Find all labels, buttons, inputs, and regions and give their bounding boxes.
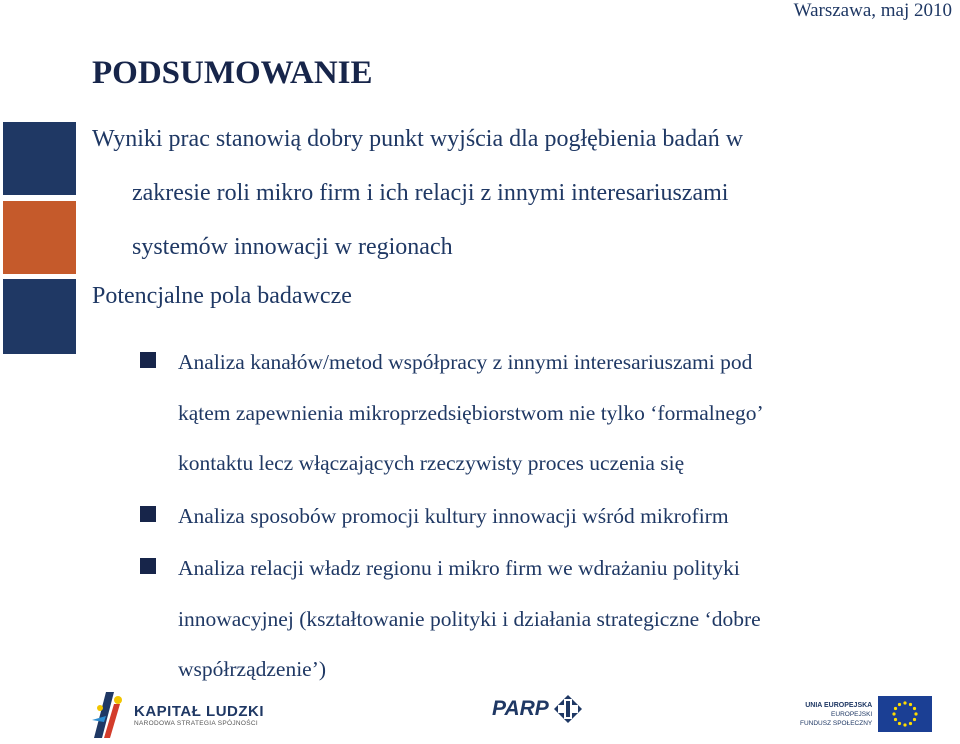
bullet-item bbox=[140, 543, 920, 695]
eu-logo bbox=[800, 696, 932, 732]
square-bullet-icon bbox=[140, 506, 156, 522]
page-title: PODSUMOWANIE bbox=[92, 55, 373, 91]
bullet-1-line-3: kontaktu lecz włączających rzeczywisty proces uczenia się bbox=[178, 451, 685, 475]
bullet-3-line-1: Analiza relacji władz regionu i mikro firm we wdrażaniu polityki bbox=[178, 556, 740, 580]
intro-line-2: zakresie roli mikro firm i ich relacji z innymi interesariuszami bbox=[132, 180, 729, 206]
bullet-3-line-2: innowacyjnej (kształtowanie polityki i działania strategiczne ‘dobre bbox=[178, 606, 761, 631]
bullet-1-line-1: Analiza kanałów/metod współpracy z innymi interesariuszami pod bbox=[178, 350, 753, 374]
bullet-1-line-2: kątem zapewnienia mikroprzedsiębiorstwom nie tylko ‘formalnego’ bbox=[178, 400, 764, 425]
decorative-block-navy-bottom bbox=[3, 279, 76, 354]
square-bullet-icon bbox=[140, 558, 156, 574]
kapital-ludzki-emblem-icon bbox=[92, 690, 126, 740]
intro-paragraph bbox=[92, 112, 932, 274]
bullet-item bbox=[140, 337, 920, 489]
kapital-ludzki-logo bbox=[92, 688, 264, 742]
bullet-2-line-1: Analiza sposobów promocji kultury innowacji wśród mikrofirm bbox=[178, 503, 729, 528]
square-bullet-icon bbox=[140, 352, 156, 368]
bullet-item bbox=[140, 491, 920, 542]
parp-name: PARP bbox=[492, 697, 549, 720]
bullet-3-line-3: współrządzenie’) bbox=[178, 657, 327, 681]
header-date: Warszawa, maj 2010 bbox=[793, 0, 952, 21]
footer-logos bbox=[0, 680, 960, 744]
parp-logo bbox=[492, 694, 583, 724]
intro-line-3: systemów innowacji w regionach bbox=[132, 234, 453, 260]
eu-line-2: EUROPEJSKI bbox=[831, 710, 873, 718]
parp-emblem-icon bbox=[553, 694, 583, 724]
kapital-ludzki-subtitle: NARODOWA STRATEGIA SPÓJNOŚCI bbox=[134, 720, 258, 727]
eu-flag-icon bbox=[878, 696, 932, 732]
bullet-list bbox=[140, 337, 920, 697]
kapital-ludzki-title: KAPITAŁ LUDZKI bbox=[134, 703, 265, 720]
eu-line-3: FUNDUSZ SPOŁECZNY bbox=[800, 719, 873, 727]
decorative-block-navy-top bbox=[3, 122, 76, 195]
intro-line-1: Wyniki prac stanowią dobry punkt wyjścia dla pogłębienia badań w bbox=[92, 126, 744, 152]
sub-heading: Potencjalne pola badawcze bbox=[92, 283, 352, 309]
decorative-block-orange bbox=[3, 201, 76, 274]
eu-line-1: UNIA EUROPEJSKA bbox=[805, 701, 873, 709]
